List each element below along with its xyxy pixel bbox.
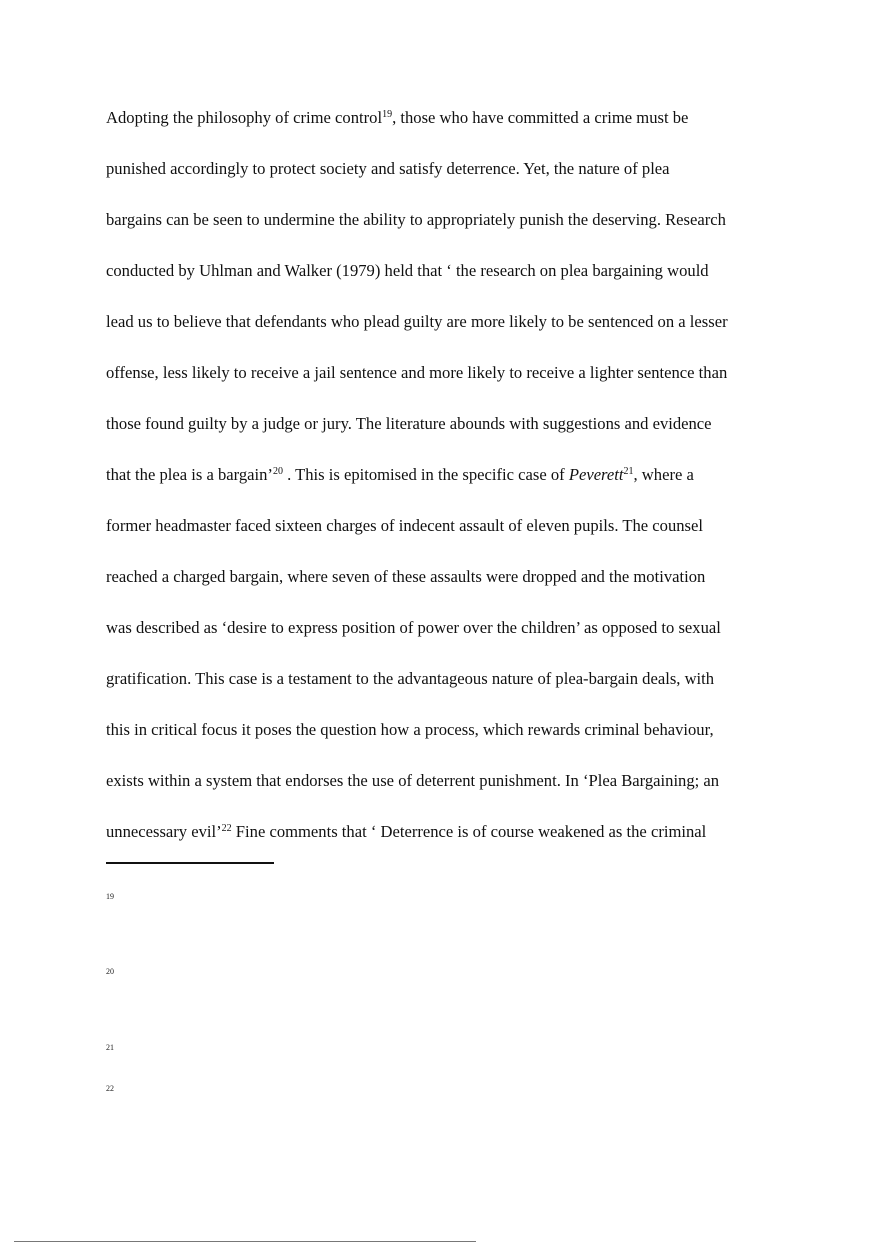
case-name: Peverett — [568, 465, 624, 484]
text-line-6: offense, less likely to receive a jail sentence and more likely to receive a lighter sentence than — [106, 363, 728, 382]
text-line-5: lead us to believe that defendants who plead guilty are more likely to be sentenced on a lesser — [106, 312, 728, 331]
text-line-13: this in critical focus it poses the question how a process, which rewards criminal behaviour, — [106, 720, 714, 739]
text-line-3: bargains can be seen to undermine the ability to appropriately punish the deserving. Research — [106, 210, 726, 229]
text-line-14: exists within a system that endorses the use of deterrent punishment. In ‘Plea Bargaining; an — [106, 771, 720, 790]
text-line-2: punished accordingly to protect society and satisfy deterrence. Yet, the nature of plea — [106, 159, 670, 178]
text-line-1: Adopting the philosophy of crime control$^{19}$, those who have committed a crime must be — [106, 108, 689, 127]
text-line-7: those found guilty by a judge or jury. The literature abounds with suggestions and evidence — [106, 414, 712, 433]
text-line-12: gratification. This case is a testament to the advantageous nature of plea-bargain deals, with — [106, 669, 715, 688]
footnote-ref-20[interactable]: 20 — [272, 466, 283, 477]
footnote-20: 20 — [106, 967, 114, 976]
footnote-21: 21 — [106, 1043, 114, 1052]
footnote-ref-21[interactable]: 21 — [623, 466, 634, 477]
footnote-ref-22[interactable]: 22 — [221, 823, 232, 834]
text-line-4: conducted by Uhlman and Walker (1979) held that ‘ the research on plea bargaining would — [106, 261, 709, 280]
page-bottom-rule — [14, 1241, 476, 1242]
footnote-ref-19[interactable]: 19 — [382, 109, 393, 120]
text-line-8: that the plea is a bargain’$^{20}$ . This is epitomised in the specific case of Peverett$^{21}$, where a — [106, 465, 694, 484]
footnote-separator — [106, 862, 274, 864]
text-line-10: reached a charged bargain, where seven of these assaults were dropped and the motivation — [106, 567, 706, 586]
text-line-11: was described as ‘desire to express position of power over the children’ as opposed to sexual — [106, 618, 721, 637]
footnote-19: 19 — [106, 892, 114, 901]
text-line-15: unnecessary evil’$^{22}$ Fine comments that ‘ Deterrence is of course weakened as the criminal — [106, 822, 707, 841]
footnote-22: 22 — [106, 1084, 114, 1093]
text-line-9: former headmaster faced sixteen charges of indecent assault of eleven pupils. The counsel — [106, 516, 703, 535]
